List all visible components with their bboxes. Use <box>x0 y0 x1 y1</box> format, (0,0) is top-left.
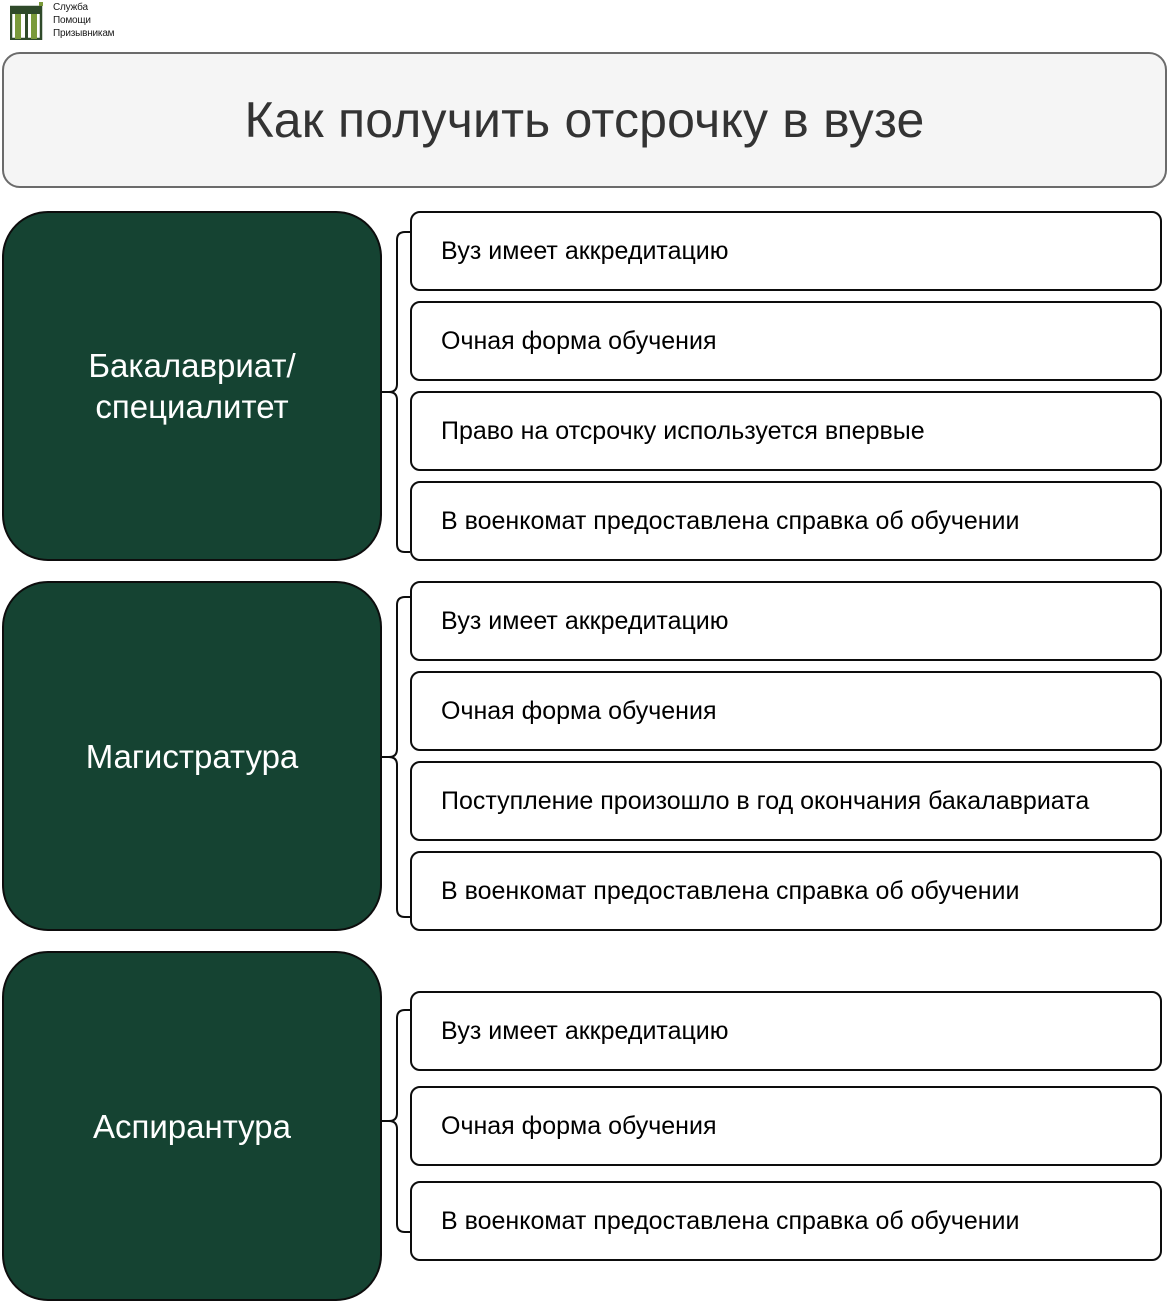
requirement-label: Очная форма обучения <box>441 1111 717 1140</box>
bracket-group-3 <box>382 1010 410 1232</box>
requirement-label: Вуз имеет аккредитацию <box>441 606 729 635</box>
requirement-box <box>410 1181 1162 1261</box>
requirement-label: В военкомат предоставлена справка об обучении <box>441 506 1020 535</box>
requirement-box <box>410 851 1162 931</box>
page-title: Как получить отсрочку в вузе <box>244 92 925 148</box>
requirement-box <box>410 761 1162 841</box>
bracket-group-2 <box>382 597 410 917</box>
category-label: Магистратура <box>85 737 299 775</box>
logo-text <box>53 1 114 40</box>
logo <box>8 0 138 44</box>
requirement-label: Право на отсрочку используется впервые <box>441 416 925 445</box>
requirement-label: Очная форма обучения <box>441 696 717 725</box>
logo-mark-icon <box>10 2 44 40</box>
requirement-label: Вуз имеет аккредитацию <box>441 236 729 265</box>
requirement-box <box>410 991 1162 1071</box>
requirement-label: Вуз имеет аккредитацию <box>441 1016 729 1045</box>
requirement-box <box>410 1086 1162 1166</box>
requirement-label: Очная форма обучения <box>441 326 717 355</box>
category-master <box>2 581 382 931</box>
logo-line-2: Помощи <box>53 15 91 26</box>
requirement-box <box>410 481 1162 561</box>
title-box <box>2 52 1167 188</box>
requirement-box <box>410 671 1162 751</box>
logo-line-1: Служба <box>53 2 88 13</box>
requirement-box <box>410 581 1162 661</box>
category-postgraduate <box>2 951 382 1301</box>
requirement-box <box>410 391 1162 471</box>
requirement-box <box>410 211 1162 291</box>
category-bachelor <box>2 211 382 561</box>
requirement-label: В военкомат предоставлена справка об обучении <box>441 1206 1020 1235</box>
requirement-label: Поступление произошло в год окончания бакалавриата <box>441 786 1090 815</box>
bracket-group-1 <box>382 232 410 552</box>
category-label: Бакалавриат/ специалитет <box>88 347 296 425</box>
category-label: Аспирантура <box>92 1107 292 1145</box>
requirement-label: В военкомат предоставлена справка об обучении <box>441 876 1020 905</box>
logo-line-3: Призывникам <box>53 28 115 39</box>
requirement-box <box>410 301 1162 381</box>
